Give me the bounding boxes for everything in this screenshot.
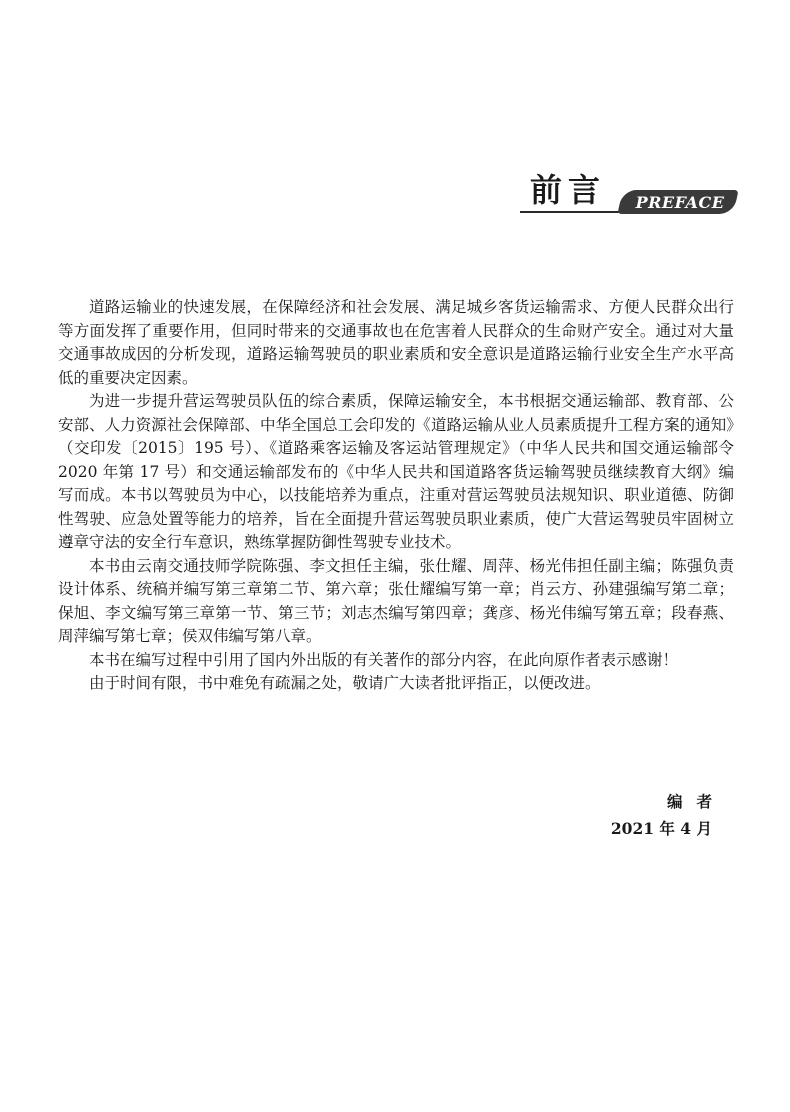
- paragraph-5: 由于时间有限，书中难免有疏漏之处，敬请广大读者批评指正，以便改进。: [89, 674, 601, 692]
- preface-body: [58, 296, 734, 696]
- preface-heading: [520, 170, 740, 218]
- signature-date: 2021 年 4 月: [610, 819, 712, 838]
- preface-tag-label: PREFACE: [635, 193, 725, 212]
- signature-author: 编者: [666, 792, 726, 811]
- heading-underline: [520, 211, 630, 213]
- paragraph-2: 为进一步提升营运驾驶员队伍的综合素质，保障运输安全，本书根据交通运输部、教育部、公安部、人力资源社会保障部、中华全国总工会印发的《道路运输从业人员素质提升工程方案的通知》（交印发〔2015〕195 号）、《道路乘客运输及客运站管理规定》（中华人民共和国交通运输部令 2020 年第 17 号）和交通运输部发布的《中华人民共和国道路客货运输驾驶员继续教育大纲》编写而成。本书以驾驶员为中心，以技能培养为重点，注重对营运驾驶员法规知识、职业道德、防御性驾驶、应急处置等能力的培养，旨在全面提升营运驾驶员职业素质，使广大营运驾驶员牢固树立遵章守法的安全行车意识，熟练掌握防御性驾驶专业技术。: [58, 392, 734, 551]
- paragraph-1: 道路运输业的快速发展，在保障经济和社会发展、满足城乡客货运输需求、方便人民群众出行等方面发挥了重要作用，但同时带来的交通事故也在危害着人民群众的生命财产安全。通过对大量交通事故成因的分析发现，道路运输驾驶员的职业素质和安全意识是道路运输行业安全生产水平高低的重要决定因素。: [58, 298, 734, 387]
- heading-title: 前言: [530, 171, 607, 209]
- paragraph-3: 本书由云南交通技师学院陈强、李文担任主编，张仕耀、周萍、杨光伟担任副主编；陈强负责设计体系、统稿并编写第三章第二节、第六章；张仕耀编写第一章；肖云方、孙建强编写第二章；保旭、李文编写第三章第一节、第三节；刘志杰编写第四章；龚彦、杨光伟编写第五章；段春燕、周萍编写第七章；侯双伟编写第八章。: [58, 556, 734, 645]
- signature-block: [610, 788, 726, 842]
- paragraph-4: 本书在编写过程中引用了国内外出版的有关著作的部分内容，在此向原作者表示感谢！: [89, 650, 679, 669]
